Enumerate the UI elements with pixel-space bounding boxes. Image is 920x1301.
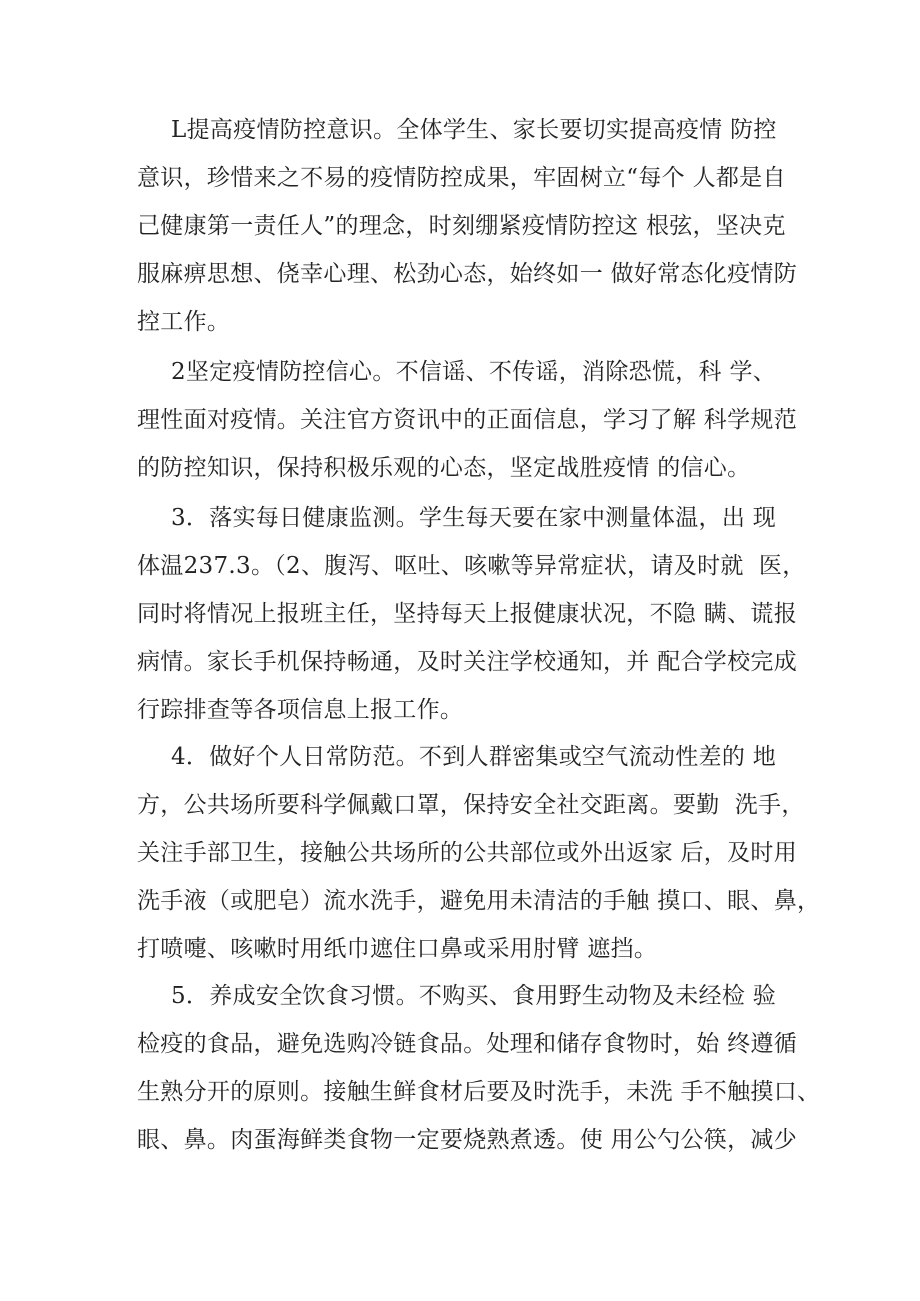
paragraph-4-daily-prevention — [137, 733, 821, 973]
text-line: 控工作。 — [137, 309, 231, 335]
text-line: 理性面对疫情。关注官方资讯中的正面信息，学习了解 科学规范 — [137, 407, 798, 433]
text-line: 5．养成安全饮食习惯。不购买、食用野生动物及未经检 验 — [171, 983, 777, 1009]
paragraph-2-confidence — [137, 348, 797, 492]
text-line: 眼、鼻。肉蛋海鲜类食物一定要烧熟煮透。使 用公勺公筷，减少 — [137, 1127, 798, 1153]
paragraph-3-health-monitoring — [137, 494, 806, 734]
text-line: 行踪排查等各项信息上报工作。 — [137, 697, 464, 723]
text-line: 4．做好个人日常防范。不到人群密集或空气流动性差的 地 — [171, 744, 777, 770]
text-line: 体温237.3。（2、腹泻、呕吐、咳嗽等异常症状，请及时就 医， — [137, 553, 806, 579]
text-line: 的防控知识，保持积极乐观的心态，坚定战胜疫情 的信心。 — [137, 455, 751, 481]
text-line: 检疫的食品，避免选购冷链食品。处理和储存食物时，始 终遵循 — [137, 1031, 798, 1057]
paragraph-5-food-safety — [137, 972, 821, 1164]
paragraph-1-raise-awareness — [137, 106, 797, 346]
text-line: 同时将情况上报班主任，坚持每天上报健康状况，不隐 瞒、谎报 — [137, 601, 798, 627]
text-line: 生熟分开的原则。接触生鲜食材后要及时洗手，未洗 手不触摸口、 — [137, 1079, 821, 1105]
text-line: 关注手部卫生，接触公共场所的公共部位或外出返家 后，及时用 — [137, 840, 798, 866]
text-line: 意识，珍惜来之不易的疫情防控成果，牢固树立“每个 人都是自 — [137, 165, 786, 191]
text-line: 己健康第一责任人”的理念，时刻绷紧疫情防控这 根弦，坚决克 — [137, 213, 786, 239]
text-line: 洗手液（或肥皂）流水洗手，避免用未清洁的手触 摸口、眼、鼻， — [137, 888, 821, 914]
text-line: 3．落实每日健康监测。学生每天要在家中测量体温，出 现 — [171, 505, 777, 531]
text-line: 2坚定疫情防控信心。不信谣、不传谣，消除恐慌，科 学、 — [171, 359, 777, 385]
text-line: L提高疫情防控意识。全体学生、家长要切实提高疫情 防控 — [171, 117, 777, 143]
text-line: 病情。家长手机保持畅通，及时关注学校通知，并 配合学校完成 — [137, 649, 798, 675]
text-line: 方，公共场所要科学佩戴口罩，保持安全社交距离。要勤 洗手， — [137, 792, 805, 818]
text-line: 打喷嚏、咳嗽时用纸巾遮住口鼻或采用肘臂 遮挡。 — [137, 936, 658, 962]
text-line: 服麻痹思想、侥幸心理、松劲心态，始终如一 做好常态化疫情防 — [137, 261, 798, 287]
